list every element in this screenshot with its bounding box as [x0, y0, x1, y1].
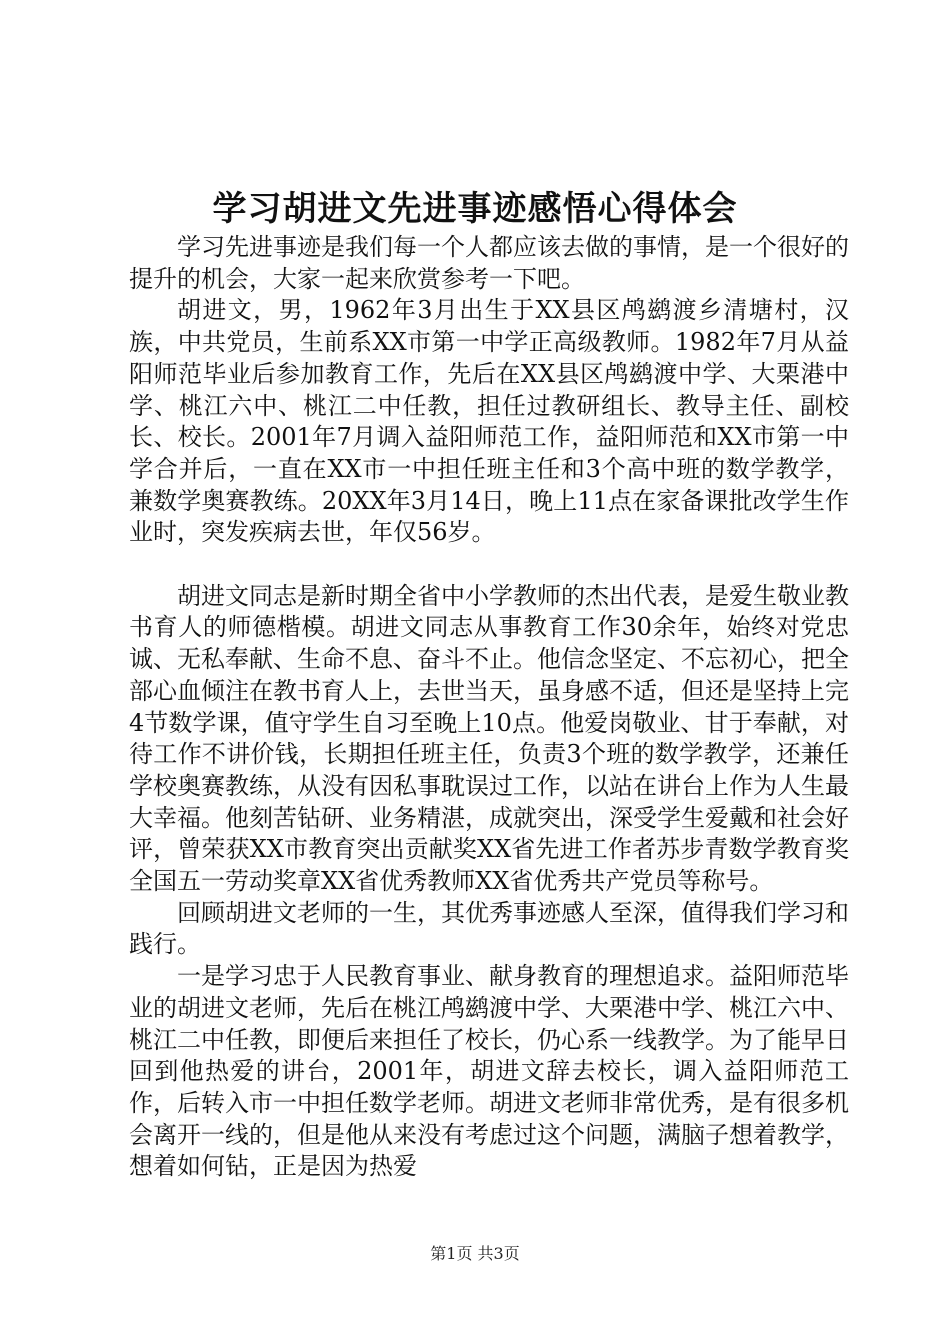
document-title: 学习胡进文先进事迹感悟心得体会	[212, 189, 738, 229]
paragraph-biography: 胡进文，男，1962年3月出生于XX县区鸬鹚渡乡清塘村，汉族，中共党员，生前系XX市第一中学正高级教师。1982年7月从益阳师范毕业后参加教育工作，先后在XX县区鸬鹚渡中学、大栗港中学、桃江六中、桃江二中任教，担任过教研组长、教导主任、副校长、校长。2001年7月调入益阳师范工作，益阳师范和XX市第一中学合并后，一直在XX市一中担任班主任和3个高中班的数学教学，兼数学奥赛教练。20XX年3月14日，晚上11点在家备课批改学生作业时，突发疾病去世，年仅56岁。	[129, 296, 849, 547]
paragraph-spacer	[129, 549, 849, 581]
paragraph-exemplar: 胡进文同志是新时期全省中小学教师的杰出代表，是爱生敬业教书育人的师德楷模。胡进文同志从事教育工作30余年，始终对党忠诚、无私奉献、生命不息、奋斗不止。他信念坚定、不忘初心，把全部心血倾注在教书育人上，去世当天，虽身感不适，但还是坚持上完4节数学课，值守学生自习至晚上10点。他爱岗敬业、甘于奉献，对待工作不讲价钱，长期担任班主任，负责3个班的数学教学，还兼任学校奥赛教练，从没有因私事耽误过工作，以站在讲台上作为人生最大幸福。他刻苦钻研、业务精湛，成就突出，深受学生爱戴和社会好评，曾荣获XX市教育突出贡献奖XX省先进工作者苏步青数学教育奖全国五一劳动奖章XX省优秀教师XX省优秀共产党员等称号。	[129, 581, 849, 896]
paragraph-intro: 学习先进事迹是我们每一个人都应该去做的事情，是一个很好的提升的机会，大家一起来欣赏参考一下吧。	[129, 233, 849, 293]
paragraph-point-one: 一是学习忠于人民教育事业、献身教育的理想追求。益阳师范毕业的胡进文老师，先后在桃江鸬鹚渡中学、大栗港中学、桃江六中、桃江二中任教，即便后来担任了校长，仍心系一线教学。为了能早日回到他热爱的讲台，2001年，胡进文辞去校长，调入益阳师范工作，后转入市一中担任数学老师。胡进文老师非常优秀，是有很多机会离开一线的，但是他从来没有考虑过这个问题，满脑子想着教学，想着如何钻，正是因为热爱	[129, 962, 849, 1181]
document-body	[129, 232, 849, 1183]
paragraph-review: 回顾胡进文老师的一生，其优秀事迹感人至深，值得我们学习和践行。	[129, 898, 849, 959]
page-footer: 第1页 共3页	[430, 1244, 520, 1263]
